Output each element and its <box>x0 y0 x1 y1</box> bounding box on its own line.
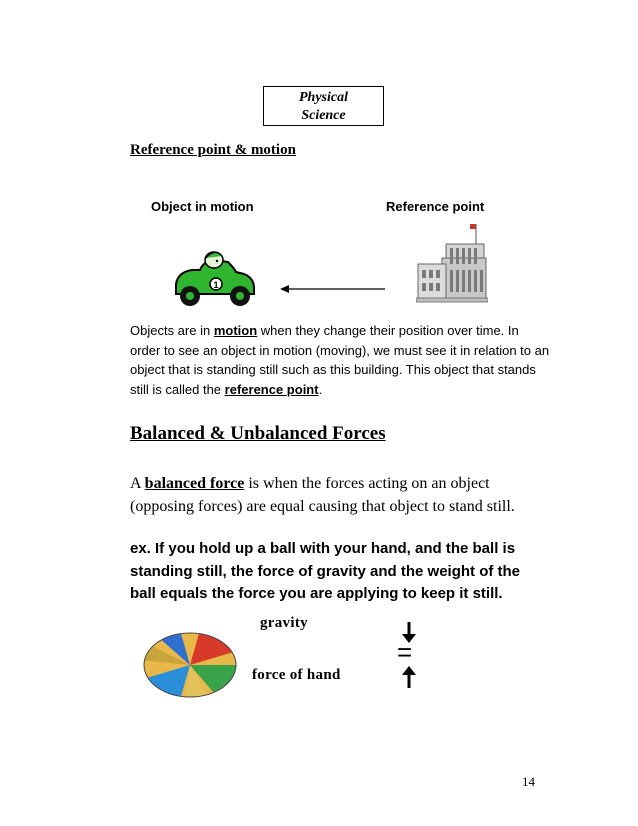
paragraph-text: is when the forces acting on an object (opposing forces) are equal causing that object to stand still. <box>130 475 515 515</box>
subject-title-line2: Science <box>301 108 346 123</box>
reference-point-paragraph <box>130 321 550 399</box>
building-image <box>416 220 488 305</box>
term-balanced-force: balanced force <box>144 475 245 492</box>
subject-title-line1: Physical <box>299 90 348 105</box>
motion-arrow-icon <box>278 282 388 296</box>
paragraph-text: A <box>130 475 145 492</box>
paragraph-text: when they change their position over time. In order to see an object in motion (moving), we must see it in relation to an object that is standing still such as this building. This object that stands still is called the <box>130 323 550 397</box>
page-number: 14 <box>522 774 535 789</box>
label-reference-point: Reference point <box>386 199 485 214</box>
equals-sign: = <box>397 637 413 667</box>
force-of-hand-label: force of hand <box>252 667 341 683</box>
race-car-image <box>170 248 258 310</box>
term-motion: motion <box>213 323 258 338</box>
gravity-label: gravity <box>260 615 308 631</box>
section-heading-reference-point: Reference point & motion <box>130 142 296 158</box>
term-reference-point: reference point <box>224 381 319 397</box>
section-heading-forces: Balanced & Unbalanced Forces <box>130 423 386 444</box>
label-object-in-motion: Object in motion <box>151 199 254 214</box>
paragraph-text: . <box>318 381 323 397</box>
paragraph-text: Objects are in <box>130 323 214 338</box>
car-number: 1 <box>213 280 219 290</box>
beach-ball-image <box>140 630 240 700</box>
example-paragraph: ex. If you hold up a ball with your hand, and the ball is standing still, the force of gravity and the weight of the ball equals the force you are applying to keep it still. <box>130 540 521 602</box>
arrow-up-icon <box>400 666 418 688</box>
balanced-force-definition <box>130 472 550 518</box>
subject-title-box <box>263 86 384 126</box>
